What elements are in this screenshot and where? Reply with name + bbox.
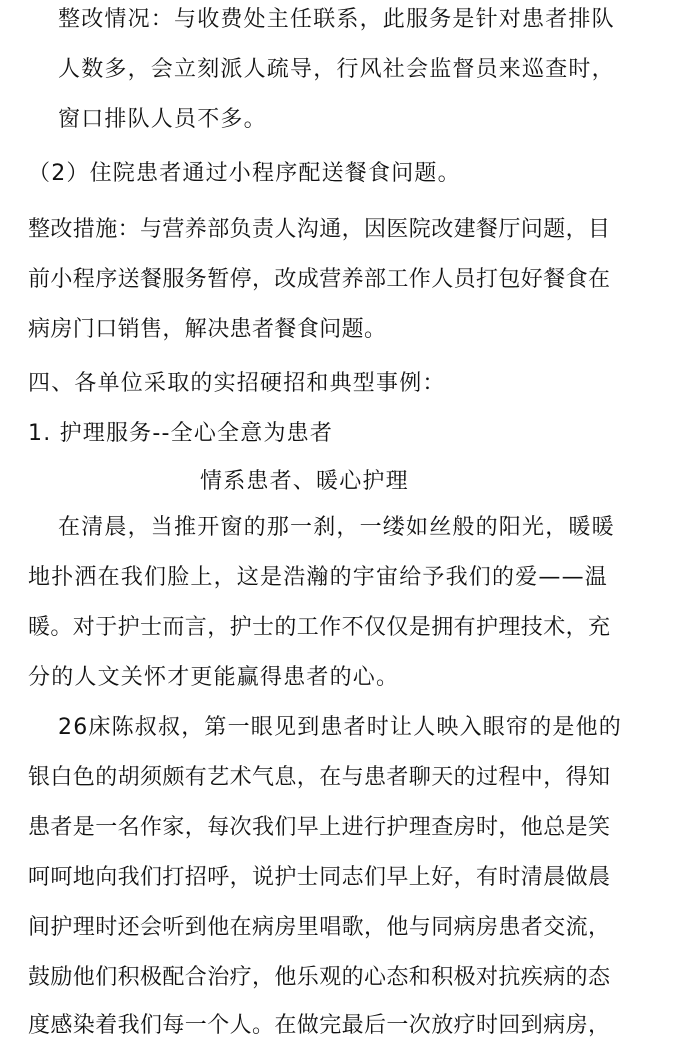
text-line-story-para-2-5: 间护理时还会听到他在病房里唱歌，他与同病房患者交流， (28, 915, 611, 940)
text-line-section-four-heading: 四、各单位采取的实招硬招和典型事例： (28, 371, 446, 396)
text-line-item-2-heading: （2）住院患者通过小程序配送餐食问题。 (28, 161, 461, 186)
text-line-subtitle-caring-nursing: 情系患者、暖心护理 (200, 469, 409, 494)
text-line-story-para-1-3: 暖。对于护士而言，护士的工作不仅仅是拥有护理技术，充 (28, 615, 611, 640)
text-line-rectification-status-1: 整改情况：与收费处主任联系，此服务是针对患者排队 (58, 7, 615, 32)
text-line-measure-3: 病房门口销售，解决患者餐食问题。 (28, 317, 387, 342)
text-line-rectification-status-2: 人数多，会立刻派人疏导，行风社会监督员来巡查时， (58, 57, 615, 82)
text-line-rectification-status-3: 窗口排队人员不多。 (58, 107, 267, 132)
text-line-story-para-2-4: 呵呵地向我们打招呼，说护士同志们早上好，有时清晨做晨 (28, 865, 611, 890)
text-line-nursing-service-heading: 1. 护理服务--全心全意为患者 (28, 421, 334, 446)
text-line-story-para-2-3: 患者是一名作家，每次我们早上进行护理查房时，他总是笑 (28, 815, 611, 840)
text-line-story-para-1-1: 在清晨，当推开窗的那一刹，一缕如丝般的阳光，暖暖 (58, 515, 615, 540)
text-line-story-para-2-1: 26床陈叔叔，第一眼见到患者时让人映入眼帘的是他的 (58, 715, 622, 740)
text-line-story-para-2-7: 度感染着我们每一个人。在做完最后一次放疗时回到病房， (28, 1013, 611, 1038)
text-line-measure-1: 整改措施：与营养部负责人沟通，因医院改建餐厅问题，目 (28, 217, 611, 242)
text-line-story-para-1-2: 地扑洒在我们脸上，这是浩瀚的宇宙给予我们的爱——温 (28, 565, 609, 590)
text-line-story-para-2-6: 鼓励他们积极配合治疗，他乐观的心态和积极对抗疾病的态 (28, 965, 611, 990)
text-line-story-para-2-2: 银白色的胡须颇有艺术气息，在与患者聊天的过程中，得知 (28, 765, 611, 790)
text-line-measure-2: 前小程序送餐服务暂停，改成营养部工作人员打包好餐食在 (28, 267, 611, 292)
text-line-story-para-1-4: 分的人文关怀才更能赢得患者的心。 (28, 665, 400, 690)
